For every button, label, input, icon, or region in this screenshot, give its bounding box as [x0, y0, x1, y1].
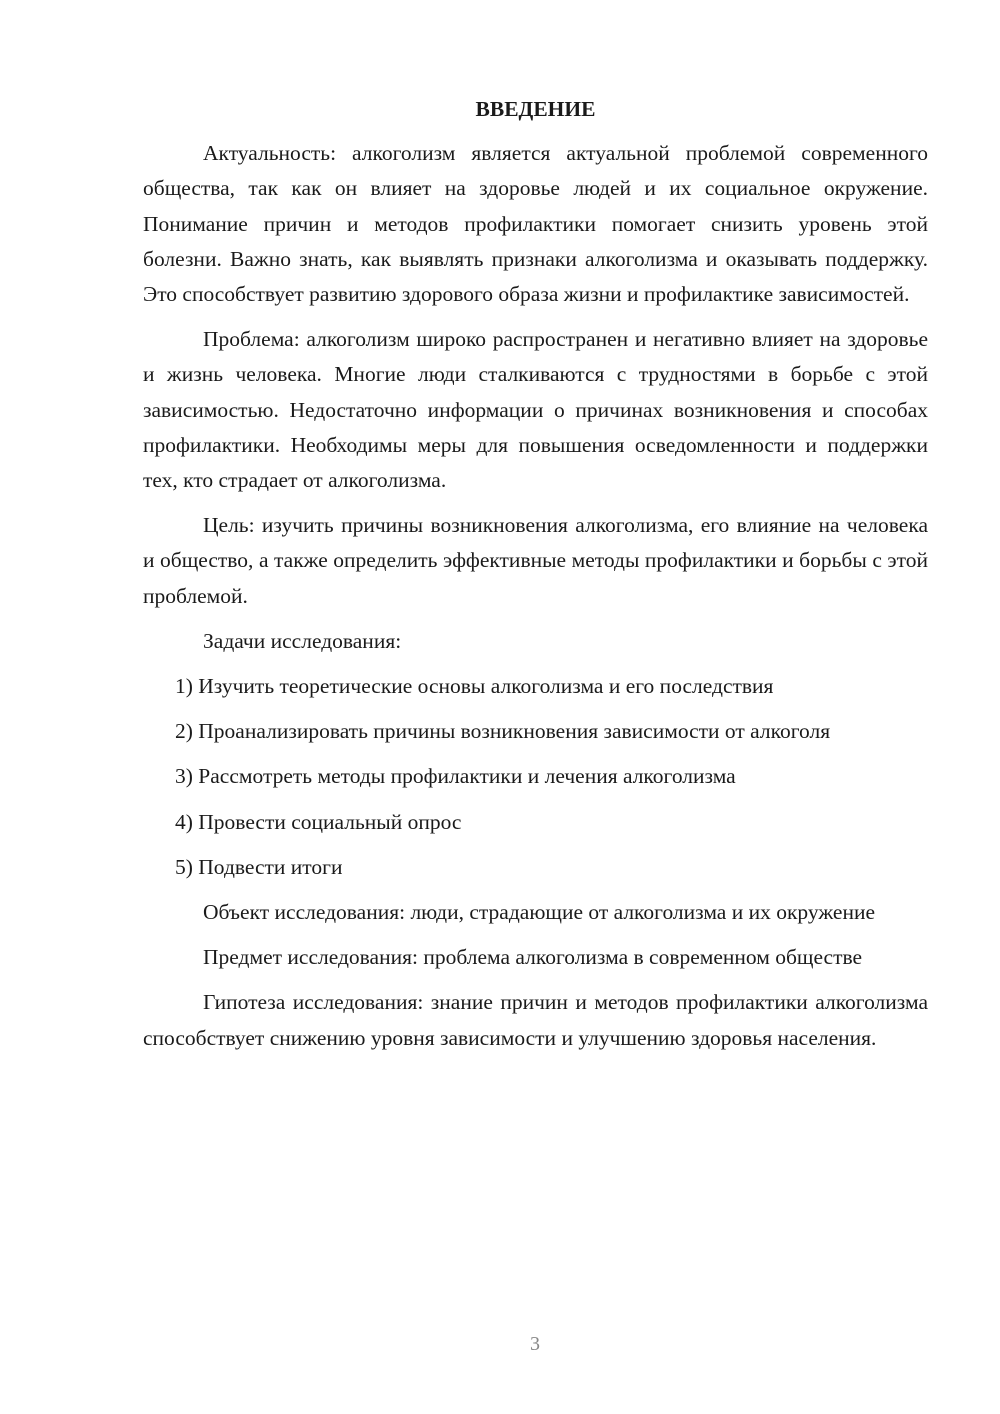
object-paragraph: Объект исследования: люди, страдающие от алкоголизма и их окружение: [203, 900, 876, 925]
subject-paragraph: Предмет исследования: проблема алкоголизма в современном обществе: [203, 945, 863, 970]
problem-paragraph: Проблема: алкоголизм широко распространен и негативно влияет на здоровье и жизнь человека. Многие люди сталкиваются с трудностями в борьбе с этой зависимостью. Недостаточно информации о причинах возникновения и способах профилактики. Необходимы меры для повышения осведомленности и поддержки тех, кто страдает от алкоголизма.: [143, 327, 928, 493]
page-number: 3: [530, 1333, 540, 1355]
task-item-2: 2) Проанализировать причины возникновения зависимости от алкоголя: [175, 719, 831, 744]
task-item-1: 1) Изучить теоретические основы алкоголизма и его последствия: [175, 674, 774, 699]
task-item-5: 5) Подвести итоги: [175, 854, 343, 879]
hypothesis-paragraph: Гипотеза исследования: знание причин и методов профилактики алкоголизма способствует снижению уровня зависимости и улучшению здоровья населения.: [143, 990, 928, 1050]
task-item-3: 3) Рассмотреть методы профилактики и лечения алкоголизма: [175, 764, 736, 789]
tasks-heading: Задачи исследования:: [203, 628, 402, 653]
page-content: [143, 92, 928, 1066]
goal-paragraph: Цель: изучить причины возникновения алкоголизма, его влияние на человека и общество, а также определить эффективные методы профилактики и борьбы с этой проблемой.: [143, 513, 928, 608]
task-item-4: 4) Провести социальный опрос: [175, 809, 462, 834]
section-title: ВВЕДЕНИЕ: [475, 97, 596, 121]
relevance-paragraph: Актуальность: алкоголизм является актуальной проблемой современного общества, так как он влияет на здоровье людей и их социальное окружение. Понимание причин и методов профилактики помогает снизить уровень этой болезни. Важно знать, как выявлять признаки алкоголизма и оказывать поддержку. Это способствует развитию здорового образа жизни и профилактике зависимостей.: [143, 141, 928, 307]
